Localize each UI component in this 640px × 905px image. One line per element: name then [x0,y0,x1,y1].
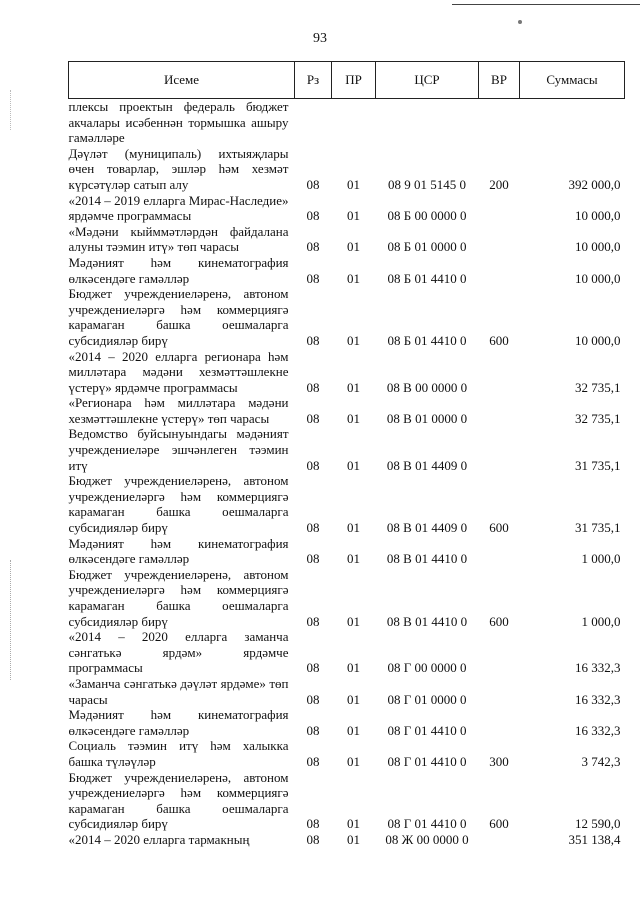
row-name-cell: «2014 – 2019 елларга Мирас-Наследие» ярдәмче программасы [68,192,289,224]
row-csr-cell: 08 В 00 0000 0 [386,379,468,395]
row-pr-cell: 01 [347,691,360,707]
row-sum-cell [520,99,625,146]
column-header-vr: ВР [479,62,520,99]
table-row [69,770,625,832]
row-sum-cell: 3 742,3 [581,753,621,769]
row-pr-cell: 01 [347,816,360,832]
row-name-cell: Мәдәният һәм кинематография өлкәсендәге гамәлләр [68,707,289,738]
row-csr-cell: 08 Ж 00 0000 0 [385,831,469,847]
row-rz-cell: 08 [306,831,320,847]
column-header-pr: ПР [332,62,376,99]
binding-margin-mark [10,90,12,130]
row-pr-cell: 01 [347,176,360,192]
table-row [69,146,625,193]
row-pr-cell: 01 [347,239,360,255]
row-rz-cell: 08 [306,332,320,348]
row-pr-cell: 01 [347,410,360,426]
row-csr-cell: 08 Б 01 4410 0 [387,270,467,286]
row-csr-cell: 08 Б 01 4410 0 [387,332,467,348]
row-rz-cell: 08 [306,208,320,224]
row-name-cell: Бюджет учреждениеләренә, автоном учреждениеләргә һәм коммерциягә карамаган башка оешмаларга субсидияләр бирү [68,566,289,629]
row-csr-cell: 08 В 01 4409 0 [386,457,468,473]
row-pr-cell: 01 [347,831,360,847]
row-name-cell: плексы проектын федераль бюджет акчалары исәбеннән тормышка ашыру гамәлләре [68,99,289,146]
row-name-cell: «2014 – 2020 елларга заманча сәнгатькә ярдәм» ярдәмче программасы [68,629,289,676]
row-csr-cell: 08 Г 00 0000 0 [387,660,467,676]
row-pr-cell: 01 [347,722,360,738]
row-csr-cell [376,99,479,146]
row-rz-cell: 08 [306,176,320,192]
table-row [69,473,625,535]
row-sum-cell: 31 735,1 [575,520,621,536]
row-rz-cell: 08 [306,270,320,286]
row-sum-cell: 1 000,0 [581,551,621,567]
table-header-row [69,62,625,99]
column-header-sum: Суммасы [520,62,625,99]
row-pr-cell: 01 [347,520,360,536]
row-sum-cell: 16 332,3 [575,722,621,738]
row-sum-cell: 12 590,0 [575,816,621,832]
row-rz-cell: 08 [306,551,320,567]
row-vr-cell [479,255,520,286]
row-vr-cell [479,832,520,848]
row-rz-cell: 08 [306,722,320,738]
row-rz-cell: 08 [306,753,320,769]
table-row [69,224,625,255]
table-row [69,193,625,224]
row-vr-cell [479,676,520,707]
table-row [69,707,625,738]
row-rz-cell: 08 [306,660,320,676]
row-sum-cell: 16 332,3 [575,660,621,676]
row-rz-cell: 08 [306,457,320,473]
table-row [69,349,625,396]
row-vr-cell [479,707,520,738]
row-rz-cell: 08 [306,816,320,832]
row-vr-cell: 300 [489,753,509,769]
row-csr-cell: 08 Г 01 4410 0 [387,816,467,832]
row-name-cell: Социаль тәэмин итү һәм халыкка башка түләүләр [68,738,289,769]
row-csr-cell: 08 Г 01 4410 0 [387,753,467,769]
row-vr-cell [479,426,520,473]
row-sum-cell: 32 735,1 [575,379,621,395]
row-vr-cell: 600 [489,520,509,536]
row-name-cell: «Мәдәни кыйммәтләрдән файдалана алуны тәэмин итү» төп чарасы [68,223,289,255]
row-rz-cell: 08 [306,691,320,707]
row-sum-cell: 16 332,3 [575,691,621,707]
table-row [69,536,625,567]
row-pr-cell: 01 [347,613,360,629]
row-name-cell: «2014 – 2020 елларга регионара һәм милләтара мәдәни хезмәттәшлекне үстерү» ярдәмче программасы [68,348,289,395]
row-pr-cell: 01 [347,208,360,224]
row-vr-cell: 600 [489,816,509,832]
table-row [69,629,625,676]
row-csr-cell: 08 В 01 4409 0 [386,520,468,536]
row-vr-cell: 600 [489,613,509,629]
row-pr-cell: 01 [347,753,360,769]
row-name-cell: Бюджет учреждениеләренә, автоном учреждениеләргә һәм коммерциягә карамаган башка оешмаларга субсидияләр бирү [68,473,289,536]
row-vr-cell: 200 [489,176,509,192]
row-pr-cell: 01 [347,332,360,348]
row-name-cell: Мәдәният һәм кинематография өлкәсендәге гамәлләр [68,535,289,567]
row-rz-cell [295,99,332,146]
row-pr-cell: 01 [347,270,360,286]
row-sum-cell: 10 000,0 [575,270,621,286]
table-body [69,99,625,848]
table-row [69,255,625,286]
row-name-cell: «Регионара һәм милләтара мәдәни хезмәттәшлекне үстерү» төп чарасы [68,395,289,426]
row-csr-cell: 08 В 01 0000 0 [386,410,468,426]
row-rz-cell: 08 [306,379,320,395]
page-number: 93 [313,31,327,46]
row-vr-cell [479,349,520,396]
row-vr-cell [479,99,520,146]
column-header-name: Исеме [69,62,295,99]
row-vr-cell [479,395,520,426]
row-vr-cell [479,193,520,224]
row-sum-cell: 32 735,1 [575,410,621,426]
row-rz-cell: 08 [306,410,320,426]
binding-margin-mark [10,560,12,680]
table-row [69,567,625,629]
row-name-cell: «2014 – 2020 елларга тармакның [68,831,250,847]
row-sum-cell: 351 138,4 [568,831,621,847]
scan-mark [518,20,522,24]
column-header-csr: ЦСР [376,62,479,99]
row-sum-cell: 392 000,0 [568,176,621,192]
row-csr-cell: 08 Б 01 0000 0 [387,239,467,255]
row-pr-cell: 01 [347,457,360,473]
table-row [69,99,625,146]
table-row [69,426,625,473]
row-pr-cell: 01 [347,551,360,567]
budget-table [68,61,625,848]
row-csr-cell: 08 9 01 5145 0 [388,176,466,192]
row-vr-cell [479,224,520,255]
top-edge-line [452,4,640,5]
row-vr-cell: 600 [489,332,509,348]
table-row [69,832,625,848]
row-rz-cell: 08 [306,239,320,255]
table-row [69,676,625,707]
table-row [69,738,625,769]
row-name-cell: Мәдәният һәм кинематография өлкәсендәге гамәлләр [68,254,289,286]
row-name-cell: Бюджет учреждениеләренә, автоном учреждениеләргә һәм коммерциягә карамаган башка оешмаларга субсидияләр бирү [68,769,289,832]
row-rz-cell: 08 [306,613,320,629]
table-row [69,395,625,426]
row-csr-cell: 08 Г 01 0000 0 [387,691,467,707]
row-pr-cell [332,99,376,146]
row-name-cell: «Заманча сәнгатькә дәүләт ярдәме» төп чарасы [68,675,289,707]
row-sum-cell: 10 000,0 [575,208,621,224]
row-sum-cell: 10 000,0 [575,239,621,255]
row-vr-cell [479,536,520,567]
row-rz-cell: 08 [306,520,320,536]
row-pr-cell: 01 [347,379,360,395]
row-csr-cell: 08 В 01 4410 0 [386,551,468,567]
row-name-cell: Дәүләт (муниципаль) ихтыяҗлары өчен товарлар, эшләр һәм хезмәт күрсәтүләр сатып алу [68,145,289,192]
row-csr-cell: 08 В 01 4410 0 [386,613,468,629]
row-vr-cell [479,629,520,676]
row-name-cell: Бюджет учреждениеләренә, автоном учреждениеләргә һәм коммерциягә карамаган башка оешмаларга субсидияләр бирү [68,286,289,348]
row-sum-cell: 31 735,1 [575,457,621,473]
row-csr-cell: 08 Б 00 0000 0 [387,208,467,224]
row-sum-cell: 10 000,0 [575,332,621,348]
table-row [69,286,625,348]
row-csr-cell: 08 Г 01 4410 0 [387,722,467,738]
row-sum-cell: 1 000,0 [581,613,621,629]
row-name-cell: Ведомство буйсынуындагы мәдәният учреждениеләре эшчәнлеген тәэмин итү [68,426,289,473]
column-header-rz: Рз [295,62,332,99]
row-pr-cell: 01 [347,660,360,676]
